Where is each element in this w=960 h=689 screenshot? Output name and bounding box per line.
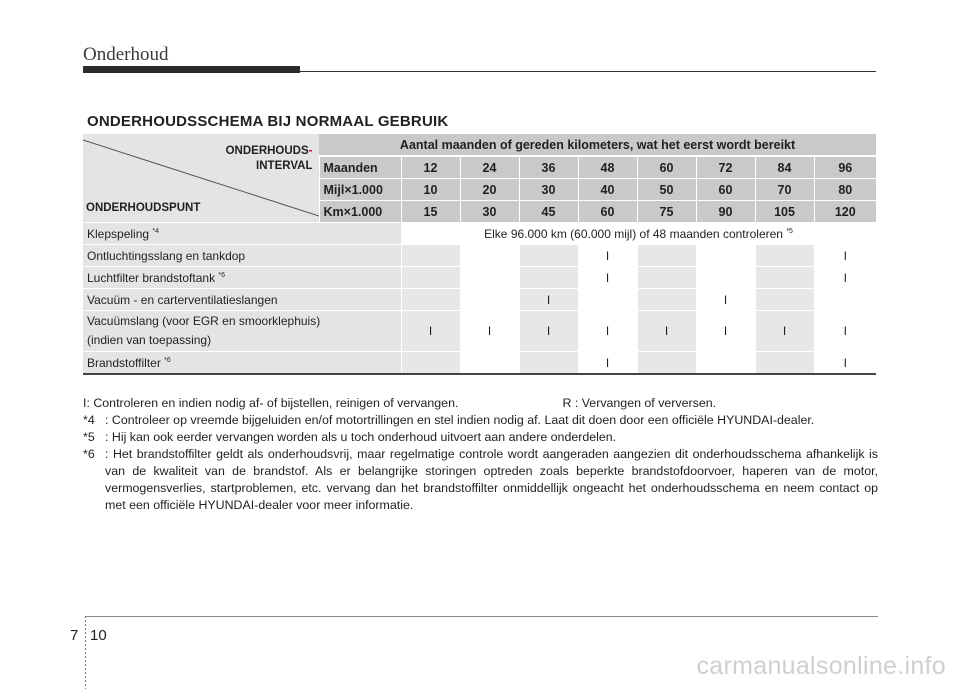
table-row (83, 352, 876, 375)
row-cell (401, 352, 460, 375)
miles-value: 60 (696, 179, 755, 201)
corner-point-label: ONDERHOUDSPUNT (86, 202, 201, 214)
km-value: 105 (755, 201, 814, 223)
row-cell (401, 245, 460, 267)
section-title: ONDERHOUDSSCHEMA BIJ NORMAAL GEBRUIK (87, 113, 449, 130)
months-value: 96 (814, 156, 876, 179)
row-cell: I (814, 245, 876, 267)
table-corner-header (83, 134, 319, 223)
months-value: 60 (637, 156, 696, 179)
km-value: 15 (401, 201, 460, 223)
months-value: 48 (578, 156, 637, 179)
corner-interval-label: ONDERHOUDS- INTERVAL (225, 145, 313, 172)
footer-rule (85, 616, 878, 617)
row-label: Brandstoffilter $^{*6}$ (83, 352, 401, 375)
row-cell: I (519, 289, 578, 311)
row-label: Vacuüm - en carterventilatieslangen (83, 289, 401, 311)
row-cell (696, 267, 755, 289)
table-row (83, 289, 876, 311)
row-cell: I (578, 267, 637, 289)
miles-value: 80 (814, 179, 876, 201)
chapter-number: 7 (70, 627, 79, 644)
row-label: Vacuümslang (voor EGR en smoorklephuis) (indien van toepassing) (83, 311, 401, 352)
row-cell (401, 267, 460, 289)
row-cell (519, 245, 578, 267)
row-cell (519, 267, 578, 289)
row-cell: I (696, 311, 755, 352)
months-value: 84 (755, 156, 814, 179)
months-label: Maanden (319, 156, 401, 179)
row-cell (519, 352, 578, 375)
row-cell (755, 289, 814, 311)
note-text: : Hij kan ook eerder vervangen worden als u toch onderhoud uitvoert aan andere onderdelen. (105, 430, 617, 444)
row-cell (637, 289, 696, 311)
months-value: 12 (401, 156, 460, 179)
note-marker: *5 (83, 430, 95, 444)
row-cell (460, 245, 519, 267)
row-cell (460, 289, 519, 311)
row-cell (696, 245, 755, 267)
row-cell: I (814, 352, 876, 375)
miles-value: 30 (519, 179, 578, 201)
row-cell: I (814, 311, 876, 352)
header-rule (300, 71, 876, 72)
row-cell (696, 352, 755, 375)
table-row (83, 223, 876, 245)
km-value: 45 (519, 201, 578, 223)
row-cell (460, 352, 519, 375)
row-cell: I (696, 289, 755, 311)
table-row (83, 245, 876, 267)
footnote-6 (83, 446, 878, 514)
months-value: 72 (696, 156, 755, 179)
miles-value: 40 (578, 179, 637, 201)
row-cell (637, 352, 696, 375)
footnote-4 (83, 412, 878, 429)
page-number: 10 (90, 627, 107, 644)
row-label: Ontluchtingsslang en tankdop (83, 245, 401, 267)
km-value: 60 (578, 201, 637, 223)
miles-label: Mijl×1.000 (319, 179, 401, 201)
note-marker: *4 (83, 413, 95, 427)
footnotes (83, 395, 878, 514)
legend-line (83, 395, 878, 412)
row-cell: I (637, 311, 696, 352)
miles-value: 20 (460, 179, 519, 201)
row-cell (637, 267, 696, 289)
watermark: carmanualsonline.info (696, 652, 946, 680)
table-row (83, 267, 876, 289)
miles-value: 50 (637, 179, 696, 201)
miles-value: 70 (755, 179, 814, 201)
row-note: Elke 96.000 km (60.000 mijl) of 48 maanden controleren $^{*5}$ (401, 223, 876, 245)
maintenance-schedule-table (83, 134, 876, 375)
km-value: 120 (814, 201, 876, 223)
table-row (83, 311, 876, 352)
row-cell (637, 245, 696, 267)
row-cell: I (401, 311, 460, 352)
row-cell: I (460, 311, 519, 352)
row-label: Klepspeling $^{*4}$ (83, 223, 401, 245)
note-text-inspect: : Controleren en indien nodig af- of bijstellen, reinigen of vervangen. (86, 396, 459, 410)
page-header-title: Onderhoud (83, 44, 169, 65)
row-cell (578, 289, 637, 311)
row-cell: I (578, 245, 637, 267)
row-cell: I (814, 267, 876, 289)
row-cell: I (578, 311, 637, 352)
km-label: Km×1.000 (319, 201, 401, 223)
row-cell (814, 289, 876, 311)
row-cell (755, 245, 814, 267)
footer-divider (85, 616, 86, 689)
months-value: 36 (519, 156, 578, 179)
note-marker: *6 (83, 447, 95, 461)
header-bar (83, 66, 300, 73)
footnote-5 (83, 429, 878, 446)
note-marker: I (83, 396, 87, 410)
row-cell (401, 289, 460, 311)
km-value: 30 (460, 201, 519, 223)
row-cell: I (755, 311, 814, 352)
row-cell (755, 267, 814, 289)
row-label: Luchtfilter brandstoftank $^{*6}$ (83, 267, 401, 289)
km-value: 75 (637, 201, 696, 223)
note-text-replace: R : Vervangen of verversen. (562, 396, 717, 410)
row-cell: I (578, 352, 637, 375)
row-cell (755, 352, 814, 375)
interval-header: Aantal maanden of gereden kilometers, wat het eerst wordt bereikt (319, 134, 876, 156)
months-value: 24 (460, 156, 519, 179)
row-cell: I (519, 311, 578, 352)
miles-value: 10 (401, 179, 460, 201)
note-text: : Controleer op vreemde bijgeluiden en/of motortrillingen en stel indien nodig af. Laat dit doen door een officiële HYUNDAI-dealer. (105, 413, 815, 427)
row-cell (460, 267, 519, 289)
note-text: : Het brandstoffilter geldt als onderhoudsvrij, maar regelmatige controle wordt aangeraden aangezien dit onderhoudsschema afhankelijk is van de kwaliteit van de brandstof. Als er belangrijke storingen optreden zoals beperkte brandstofdoorvoer, haperen van de motor, vermogensverlies, startproblemen, etc. vervang dan het brandstoffilter onmiddellijk ongeacht het onderhoudsschema en neem contact op met een officiële HYUNDAI-dealer voor meer informatie. (105, 447, 878, 512)
km-value: 90 (696, 201, 755, 223)
